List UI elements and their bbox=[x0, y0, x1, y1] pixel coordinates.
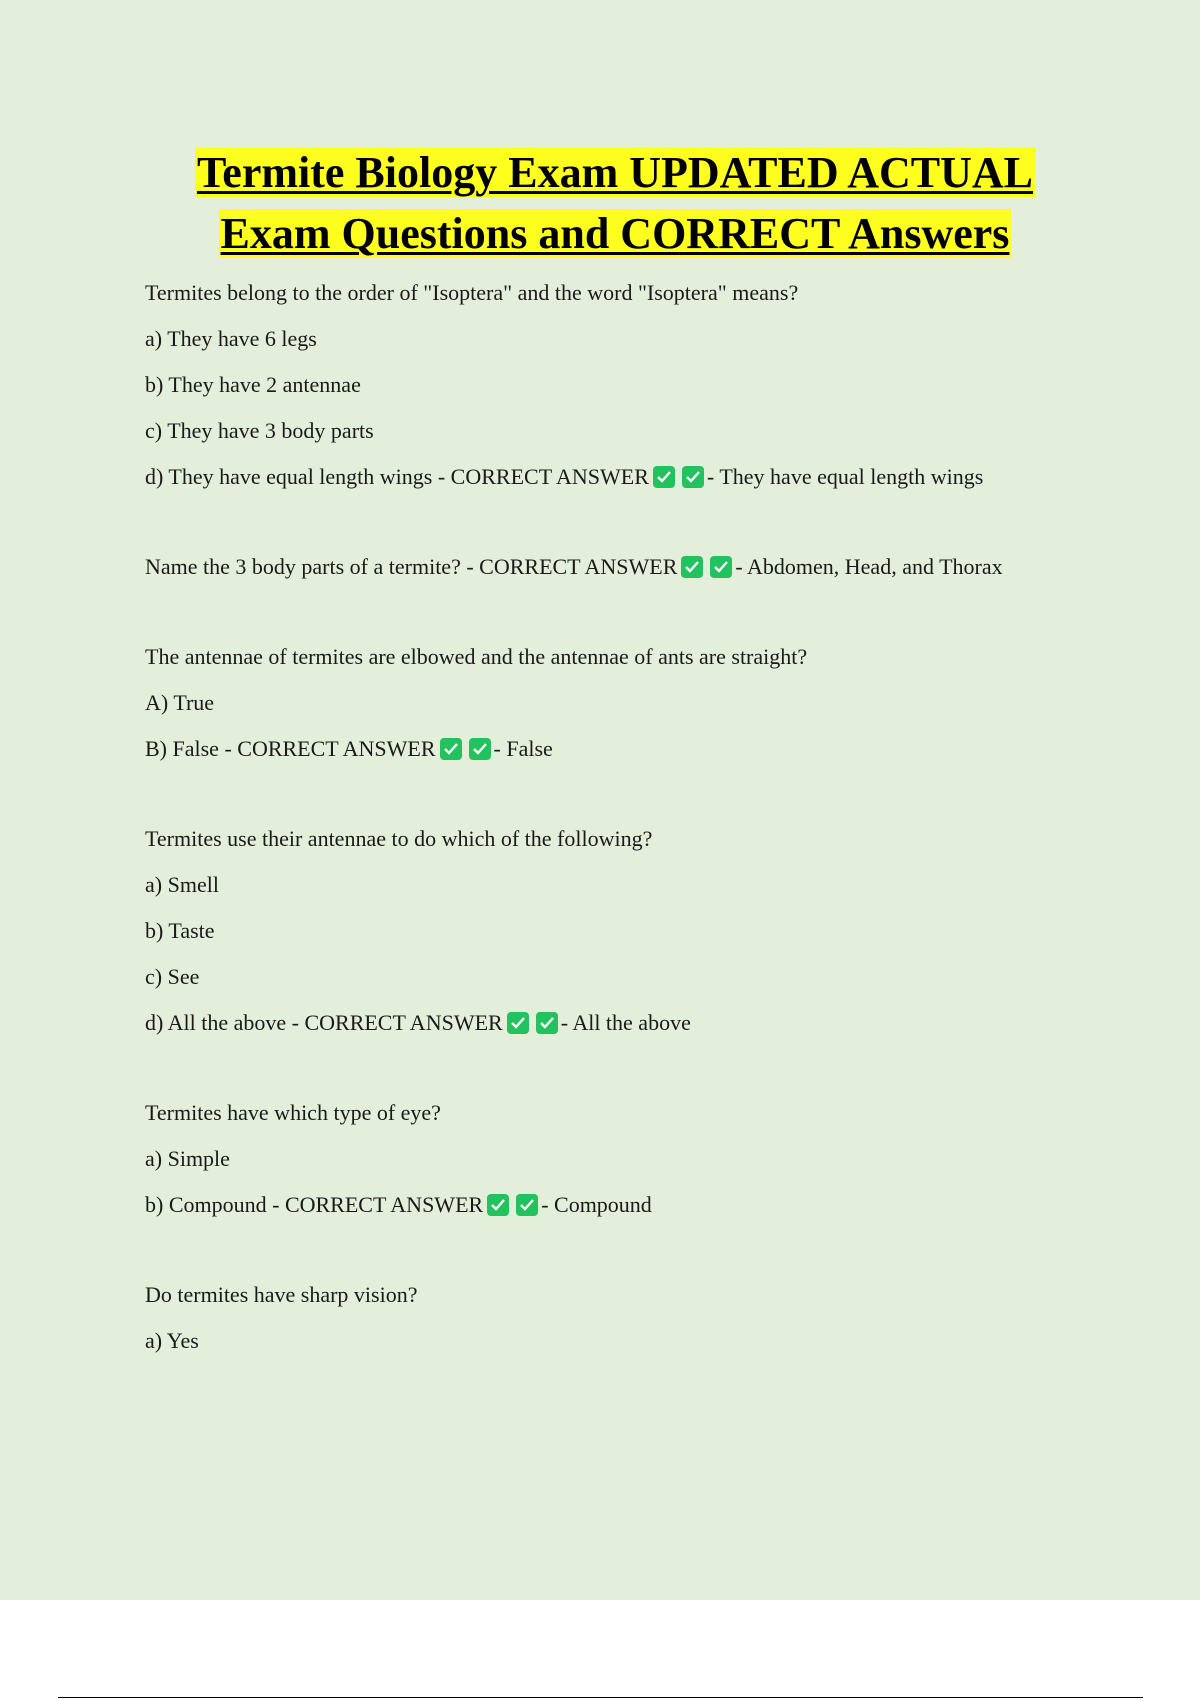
question-text: Name the 3 body parts of a termite? - CORRECT ANSWER bbox=[145, 554, 678, 579]
option-text: B) False - CORRECT ANSWER bbox=[145, 736, 436, 761]
answer-option-correct bbox=[145, 1008, 1085, 1038]
spacer bbox=[145, 1236, 1085, 1280]
correct-answer-text: - Compound bbox=[541, 1192, 652, 1217]
question-text: Termites belong to the order of "Isoptera" and the word "Isoptera" means? bbox=[145, 280, 799, 305]
green-checkmark-icon bbox=[516, 1194, 538, 1216]
green-checkmark-icon bbox=[440, 738, 462, 760]
answer-option: a) Yes bbox=[145, 1328, 199, 1353]
answer-option: c) See bbox=[145, 964, 200, 989]
question-with-answer bbox=[145, 552, 1085, 582]
answer-option-correct bbox=[145, 1190, 1085, 1220]
green-checkmark-icon bbox=[487, 1194, 509, 1216]
correct-answer-text: - False bbox=[493, 736, 553, 761]
spacer bbox=[145, 1054, 1085, 1098]
answer-option: b) They have 2 antennae bbox=[145, 372, 361, 397]
question-list bbox=[145, 278, 1085, 1372]
option-text: d) All the above - CORRECT ANSWER bbox=[145, 1010, 503, 1035]
question-text: Do termites have sharp vision? bbox=[145, 1282, 418, 1307]
question-block bbox=[145, 1098, 1085, 1220]
answer-option: A) True bbox=[145, 690, 215, 715]
answer-option: c) They have 3 body parts bbox=[145, 418, 374, 443]
green-checkmark-icon bbox=[710, 556, 732, 578]
green-checkmark-icon bbox=[681, 556, 703, 578]
green-checkmark-icon bbox=[469, 738, 491, 760]
correct-answer-text: - They have equal length wings bbox=[706, 464, 984, 489]
option-text: b) Compound - CORRECT ANSWER bbox=[145, 1192, 484, 1217]
option-text: d) They have equal length wings - CORRECT ANSWER bbox=[145, 464, 649, 489]
footer-divider bbox=[58, 1697, 1143, 1698]
answer-option: a) They have 6 legs bbox=[145, 326, 317, 351]
correct-answer-text: - Abdomen, Head, and Thorax bbox=[735, 554, 1003, 579]
answer-option: a) Simple bbox=[145, 1146, 230, 1171]
question-block bbox=[145, 552, 1085, 582]
question-block bbox=[145, 278, 1085, 492]
spacer bbox=[145, 598, 1085, 642]
green-checkmark-icon bbox=[536, 1012, 558, 1034]
green-checkmark-icon bbox=[507, 1012, 529, 1034]
correct-answer-text: - All the above bbox=[560, 1010, 691, 1035]
document-title bbox=[150, 142, 1080, 264]
question-text: Termites have which type of eye? bbox=[145, 1100, 441, 1125]
answer-option-correct bbox=[145, 462, 1085, 492]
question-block bbox=[145, 824, 1085, 1038]
title-line-2: Exam Questions and CORRECT Answers bbox=[220, 209, 1010, 258]
question-block bbox=[145, 1280, 1085, 1356]
answer-option: a) Smell bbox=[145, 872, 219, 897]
spacer bbox=[145, 508, 1085, 552]
answer-option-correct bbox=[145, 734, 1085, 764]
title-line-1: Termite Biology Exam UPDATED ACTUAL bbox=[197, 148, 1033, 197]
green-checkmark-icon bbox=[682, 466, 704, 488]
question-text: The antennae of termites are elbowed and the antennae of ants are straight? bbox=[145, 644, 808, 669]
green-checkmark-icon bbox=[653, 466, 675, 488]
answer-option: b) Taste bbox=[145, 918, 215, 943]
spacer bbox=[145, 780, 1085, 824]
question-text: Termites use their antennae to do which of the following? bbox=[145, 826, 653, 851]
question-block bbox=[145, 642, 1085, 764]
